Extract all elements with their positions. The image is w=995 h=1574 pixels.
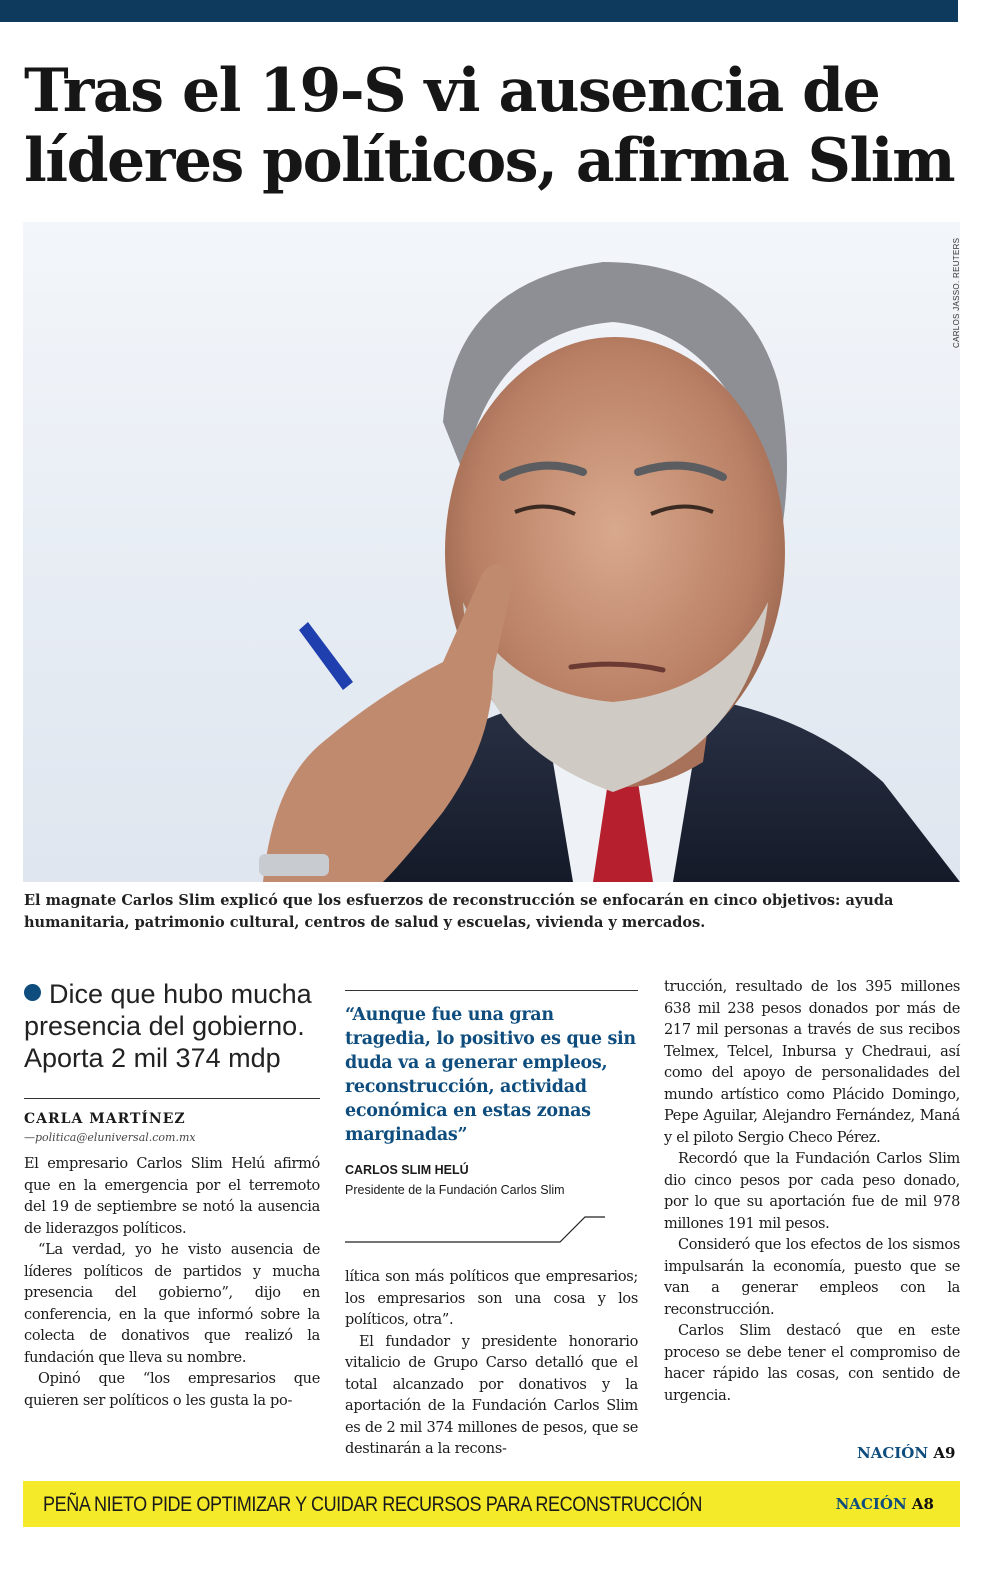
article-body-col2	[345, 1267, 638, 1461]
paragraph: El empresario Carlos Slim Helú afirmó que en la emergencia por el terremoto del 19 de septiembre se notó la ausencia de liderazgos políticos.	[24, 1156, 320, 1237]
paragraph: trucción, resultado de los 395 millones 638 mil 238 pesos donados por más de 217 mil personas a través de sus recibos Telmex, Telcel, Inbursa y Chedraui, así como del apoyo de personalidades del mundo artístico como Plácido Domingo, Pepe Aguilar, Alejandro Fernández, Maná y el piloto Sergio Checo Pérez.	[664, 979, 960, 1146]
paragraph: Recordó que la Fundación Carlos Slim dio cinco pesos por cada peso donado, por lo que su aportación fue de mil 978 millones 191 mil pesos.	[664, 1151, 960, 1232]
article-body-col3	[664, 977, 960, 1407]
paragraph: lítica son más políticos que empresarios; los empresarios son una cosa y los políticos, otra”.	[345, 1269, 638, 1328]
pull-quote-name: CARLOS SLIM HELÚ	[345, 1163, 469, 1177]
top-color-bar	[0, 0, 958, 22]
bullet-icon	[24, 984, 41, 1001]
paragraph: El fundador y presidente honorario vitalicio de Grupo Carso detalló que el total alcanzado por donativos y la aportación de la Fundación Carlos Slim es de 2 mil 374 millones de pesos, que se destinarán a la recons-	[345, 1333, 638, 1457]
paragraph: “La verdad, yo he visto ausencia de líderes políticos de partidos y mucha presencia del gobierno”, dijo en conferencia, en la que informó sobre la colecta de donativos que realizó la fundación que lleva su nombre.	[24, 1242, 320, 1366]
summary-deck	[24, 978, 320, 1074]
related-section-page: A8	[911, 1495, 934, 1513]
divider	[24, 1098, 320, 1099]
quote-divider-line	[345, 1213, 638, 1243]
related-story-title: PEÑA NIETO PIDE OPTIMIZAR Y CUIDAR RECURSOS PARA RECONSTRUCCIÓN	[43, 1493, 702, 1516]
summary-text: Dice que hubo mucha presencia del gobierno. Aporta 2 mil 374 mdp	[24, 979, 312, 1073]
headline: Tras el 19-S vi ausencia de líderes políticos, afirma Slim	[24, 56, 955, 196]
main-photo	[23, 222, 960, 882]
paragraph: Consideró que los efectos de los sismos impulsarán la economía, puesto que se van a generar empleos con la reconstrucción.	[664, 1237, 960, 1318]
related-section-name: NACIÓN	[835, 1495, 907, 1513]
section-page: A9	[933, 1444, 956, 1462]
related-story-section	[836, 1495, 934, 1513]
paragraph: Carlos Slim destacó que en este proceso se debe tener el compromiso de hacer rápido las cosas, con sentido de urgencia.	[664, 1323, 960, 1404]
byline-email[interactable]: —politica@eluniversal.com.mx	[24, 1131, 196, 1144]
byline-author: CARLA MARTÍNEZ	[24, 1111, 186, 1127]
column-1	[24, 978, 320, 1412]
pull-quote-role: Presidente de la Fundación Carlos Slim	[345, 1183, 565, 1197]
pull-quote-text: “Aunque fue una gran tragedia, lo positivo es que sin duda va a generar empleos, reconstrucción, actividad económica en estas zonas marginadas”	[345, 1005, 636, 1145]
paragraph: Opinó que “los empresarios que quieren ser políticos o les gusta la po-	[24, 1371, 320, 1409]
photo-caption: El magnate Carlos Slim explicó que los esfuerzos de reconstrucción se enfocarán en cinco objetivos: ayuda humanitaria, patrimonio cultural, centros de salud y escuelas, vivienda y mercados.	[24, 892, 894, 931]
section-reference[interactable]	[857, 1444, 955, 1462]
portrait-illustration	[23, 222, 960, 882]
section-name: NACIÓN	[857, 1444, 929, 1462]
photo-credit: CARLOS JASSO. REUTERS	[952, 237, 961, 348]
article-body-col1	[24, 1154, 320, 1412]
related-story-banner[interactable]	[23, 1481, 960, 1527]
pull-quote	[345, 990, 638, 1243]
